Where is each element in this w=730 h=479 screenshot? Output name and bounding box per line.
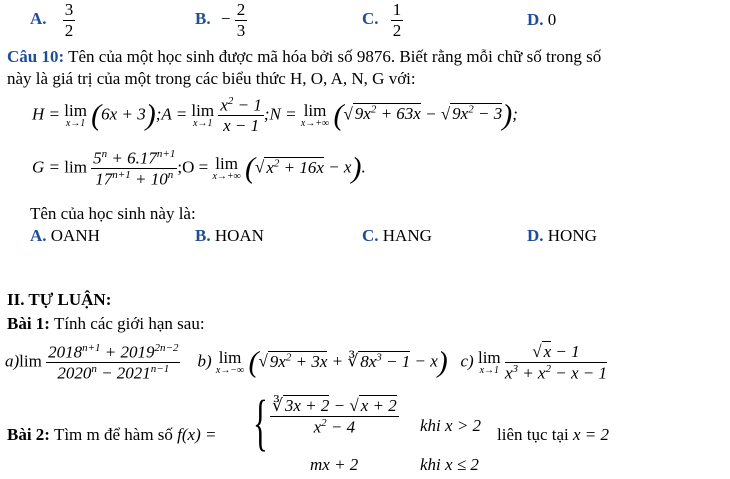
limit-operator: lim x→1 — [477, 348, 501, 377]
option-label: A. — [30, 8, 47, 28]
q9-option-a — [30, 0, 75, 40]
bai2-tail — [497, 425, 609, 445]
exercise-label: Bài 1: — [7, 314, 50, 333]
option-label: B. — [195, 8, 211, 28]
fraction — [235, 0, 248, 40]
q10-line-1 — [7, 47, 601, 67]
question-text: Tên của một học sinh được mã hóa bởi số 9876. Biết rằng mỗi chữ số trong số — [68, 47, 602, 66]
fraction: $\frac{5^n + 6.17^{n+1}}{17^{n+1} + 10^n}$ — [93, 148, 176, 189]
fraction — [63, 0, 76, 40]
option-text: HOAN — [214, 226, 264, 245]
option-label: C. — [362, 226, 379, 245]
limit-operator: lim x→−∞ — [215, 348, 245, 377]
section-title: II. TỰ LUẬN: — [7, 290, 112, 309]
q10-option-a — [30, 226, 100, 246]
denominator: 2 — [64, 20, 74, 40]
question-text: Tên của học sinh này là: — [30, 204, 196, 223]
exercise-text: Tìm m để hàm số — [53, 425, 173, 444]
option-value: 0 — [547, 10, 557, 29]
denominator: 2 — [392, 20, 402, 40]
piecewise-case-2: mx + 2 — [310, 455, 359, 474]
option-text: HONG — [547, 226, 597, 245]
limit-operator: lim x→1 — [191, 100, 215, 129]
q10-option-c — [362, 226, 432, 246]
option-label: C. — [362, 8, 379, 28]
question-label: Câu 10: — [7, 47, 65, 66]
fraction — [391, 0, 404, 40]
numerator: 2 — [236, 0, 246, 19]
bai2-text: Bài 2: Tìm m để hàm số f(x) = — [7, 425, 217, 444]
fraction: $\frac{∛ 3x + 2 - √ x + 2}{x^2 - 4}$ — [272, 396, 397, 437]
exercise-text: liên tục tại — [497, 425, 569, 444]
numerator: 3 — [64, 0, 74, 19]
formula-g-o: G = lim $\frac{5^n + 6.17^{n+1}}{17^{n+1} + 10^n}$ ;O = lim x→+∞ (√ $x^2 + 16x - x$). — [32, 148, 366, 189]
option-label: A. — [30, 226, 47, 245]
limit-operator: lim x→+∞ — [300, 100, 330, 129]
fraction: $\frac{√ x - 1}{x^3 + x^2 - x - 1}$ — [504, 342, 607, 383]
q9-option-c — [362, 0, 403, 40]
q9-option-d — [527, 10, 556, 30]
piecewise-case-1 — [270, 396, 399, 437]
case-1-condition: khi x > 2 — [420, 416, 482, 435]
condition: x = 2 — [573, 425, 610, 444]
q10-prompt — [30, 204, 196, 224]
option-text: OANH — [50, 226, 100, 245]
option-text: HANG — [382, 226, 432, 245]
minus-sign: − — [220, 8, 231, 28]
bai1-heading — [7, 314, 205, 334]
piecewise-brace: { — [253, 389, 268, 457]
limit-operator: lim x→+∞ — [212, 154, 241, 183]
bai1-limits: a)lim $\frac{2018^{n+1} + 2019^{2n-2}}{2020^n - 2021^{n-1}}$ b) lim x→−∞ (√ $9x^2 + 3x$ + ∛ $8x^3 - 1 - x$) c) lim x→1 $\frac{√ x - 1}{x^3 + x^2 - x - 1}$ — [5, 342, 607, 383]
case-2-condition: khi x ≤ 2 — [420, 455, 479, 474]
option-label: D. — [527, 10, 544, 29]
q10-option-b — [195, 226, 264, 246]
q10-option-d — [527, 226, 597, 246]
option-label: D. — [527, 226, 544, 245]
formula-h-a-n: H = lim x→1 (6x + 3);A = lim x→1 $\frac{x^2 - 1}{x - 1}$ ;N = lim x→+∞ (√ $9x^2 + 63x$ − √ $9x^2 - 3$); — [32, 95, 518, 136]
q9-option-b — [195, 0, 247, 40]
numerator: 1 — [392, 0, 402, 19]
limit-operator: lim x→1 — [64, 100, 87, 129]
fraction: $\frac{2018^{n+1} + 2019^{2n-2}}{2020^n - 2021^{n-1}}$ — [48, 342, 179, 383]
denominator: 3 — [236, 20, 246, 40]
exercise-label: Bài 2: — [7, 425, 50, 444]
question-text: này là giá trị của một trong các biểu thức H, O, A, N, G với: — [7, 69, 416, 88]
exercise-text: Tính các giới hạn sau: — [53, 314, 205, 333]
fraction: $\frac{x^2 - 1}{x - 1}$ — [220, 95, 262, 136]
q10-line-2 — [7, 69, 416, 89]
option-label: B. — [195, 226, 211, 245]
